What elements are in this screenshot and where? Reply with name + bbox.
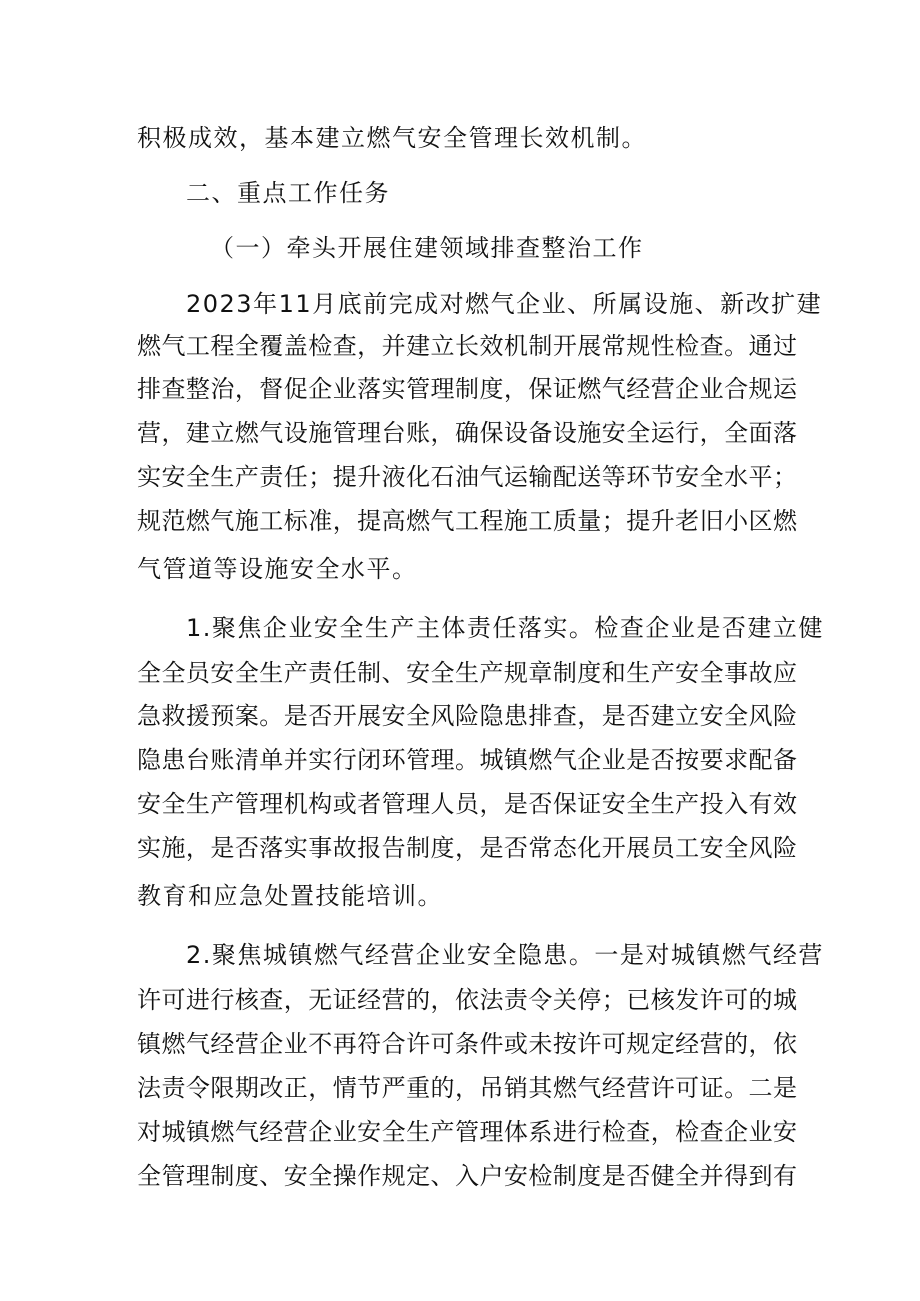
paragraph-line: 全全员安全生产责任制、安全生产规章制度和生产安全事故应: [137, 659, 797, 687]
paragraph-line: 全管理制度、安全操作规定、入户安检制度是否健全并得到有: [137, 1162, 797, 1190]
paragraph-line: 实施，是否落实事故报告制度，是否常态化开展员工安全风险: [137, 834, 797, 862]
paragraph-line: 急救援预案。是否开展安全风险隐患排查，是否建立安全风险: [137, 702, 797, 730]
paragraph-line: 实安全生产责任；提升液化石油气运输配送等环节安全水平；: [137, 463, 797, 491]
paragraph-line: 排查整治，督促企业落实管理制度，保证燃气经营企业合规运: [137, 375, 797, 403]
paragraph-line: 许可进行核查，无证经营的，依法责令关停；已核发许可的城: [137, 986, 797, 1014]
paragraph-continuation-line: 积极成效，基本建立燃气安全管理长效机制。: [137, 124, 647, 152]
paragraph-line: 对城镇燃气经营企业安全生产管理体系进行检查，检查企业安: [137, 1118, 797, 1146]
paragraph-line: 安全生产管理机构或者管理人员，是否保证安全生产投入有效: [137, 790, 797, 818]
paragraph-line: 营，建立燃气设施管理台账，确保设备设施安全运行，全面落: [137, 419, 797, 447]
paragraph-line: 燃气工程全覆盖检查，并建立长效机制开展常规性检查。通过: [137, 332, 797, 360]
paragraph-line: 规范燃气施工标准，提高燃气工程施工质量；提升老旧小区燃: [137, 507, 797, 535]
item-1-heading-line: 1.聚焦企业安全生产主体责任落实。检查企业是否建立健: [186, 614, 824, 642]
section-heading: 二、重点工作任务: [186, 179, 390, 207]
paragraph-line: 镇燃气经营企业不再符合许可条件或未按许可规定经营的，依: [137, 1030, 797, 1058]
paragraph-line: 隐患台账清单并实行闭环管理。城镇燃气企业是否按要求配备: [137, 746, 797, 774]
paragraph-line: 教育和应急处置技能培训。: [137, 882, 443, 910]
paragraph-line: 法责令限期改正，情节严重的，吊销其燃气经营许可证。二是: [137, 1074, 797, 1102]
item-2-heading-line: 2.聚焦城镇燃气经营企业安全隐患。一是对城镇燃气经营: [186, 941, 824, 969]
subsection-heading: （一）牵头开展住建领域排查整治工作: [210, 234, 644, 262]
paragraph-line: 2023年11月底前完成对燃气企业、所属设施、新改扩建: [186, 290, 823, 318]
paragraph-line: 气管道等设施安全水平。: [137, 555, 418, 583]
